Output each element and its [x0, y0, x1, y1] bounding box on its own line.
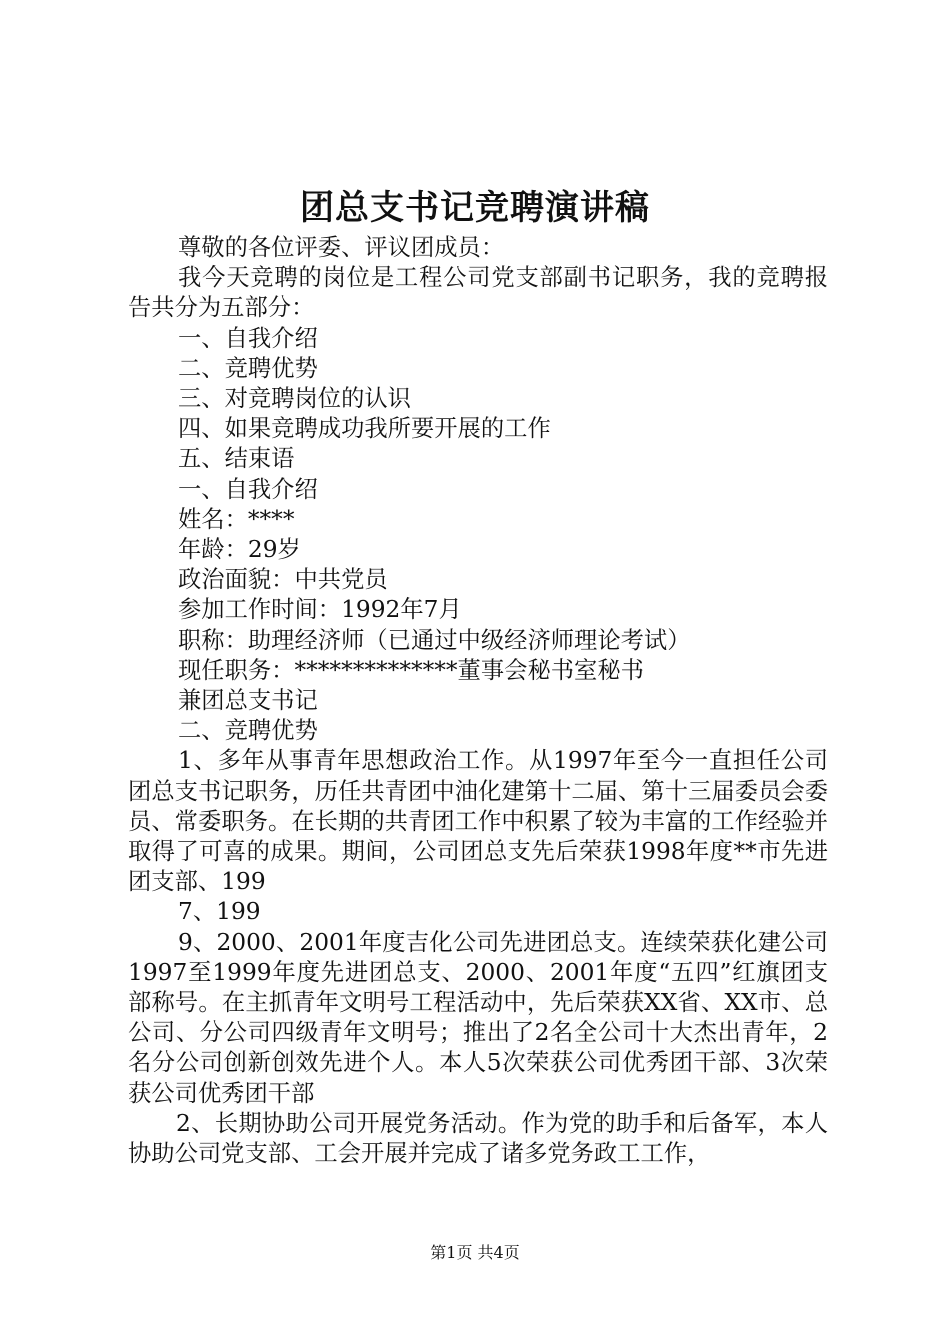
- paragraph: 姓名：****: [178, 505, 295, 533]
- paragraph: 1、多年从事青年思想政治工作。从1997年至今一直担任公司团总支书记职务，历任共青团中油化建第十二届、第十三届委员会委员、常委职务。在长期的共青团工作中积累了较为丰富的工作经验并取得了可喜的成果。期间，公司团总支先后荣获1998年度**市先进团支部、199: [128, 747, 828, 896]
- paragraph: 一、自我介绍: [178, 324, 318, 352]
- paragraph: 现任职务：**************董事会秘书室秘书: [178, 656, 644, 684]
- paragraph: 四、如果竞聘成功我所要开展的工作: [178, 415, 551, 443]
- page-number-footer: 第1页 共4页: [430, 1243, 520, 1262]
- paragraph: 参加工作时间：1992年7月: [178, 596, 462, 624]
- paragraph: 职称：助理经济师（已通过中级经济师理论考试）: [178, 626, 691, 654]
- paragraph: 二、竞聘优势: [178, 354, 318, 382]
- paragraph: 2、长期协助公司开展党务活动。作为党的助手和后备军，本人协助公司党支部、工会开展并完成了诸多党务政工工作，: [128, 1109, 828, 1168]
- paragraph: 我今天竞聘的岗位是工程公司党支部副书记职务，我的竞聘报告共分为五部分：: [128, 264, 828, 322]
- paragraph: 尊敬的各位评委、评议团成员：: [178, 234, 505, 261]
- paragraph: 二、竞聘优势: [178, 717, 318, 745]
- paragraph: 政治面貌：中共党员: [178, 566, 388, 594]
- paragraph: 7、199: [178, 898, 261, 926]
- paragraph: 一、自我介绍: [178, 475, 318, 503]
- document-body: [128, 233, 828, 1169]
- paragraph: 兼团总支书记: [178, 687, 318, 715]
- paragraph: 五、结束语: [178, 445, 295, 473]
- document-title: 团总支书记竞聘演讲稿: [300, 188, 650, 228]
- paragraph: 年龄：29岁: [178, 536, 301, 564]
- paragraph: 三、对竞聘岗位的认识: [178, 385, 411, 413]
- paragraph: 9、2000、2001年度吉化公司先进团总支。连续荣获化建公司1997至1999年度先进团总支、2000、2001年度“五四”红旗团支部称号。在主抓青年文明号工程活动中，先后荣获XX省、XX市、总公司、分公司四级青年文明号；推出了2名全公司十大杰出青年，2名分公司创新创效先进个人。本人5次荣获公司优秀团干部、3次荣获公司优秀团干部: [128, 928, 828, 1107]
